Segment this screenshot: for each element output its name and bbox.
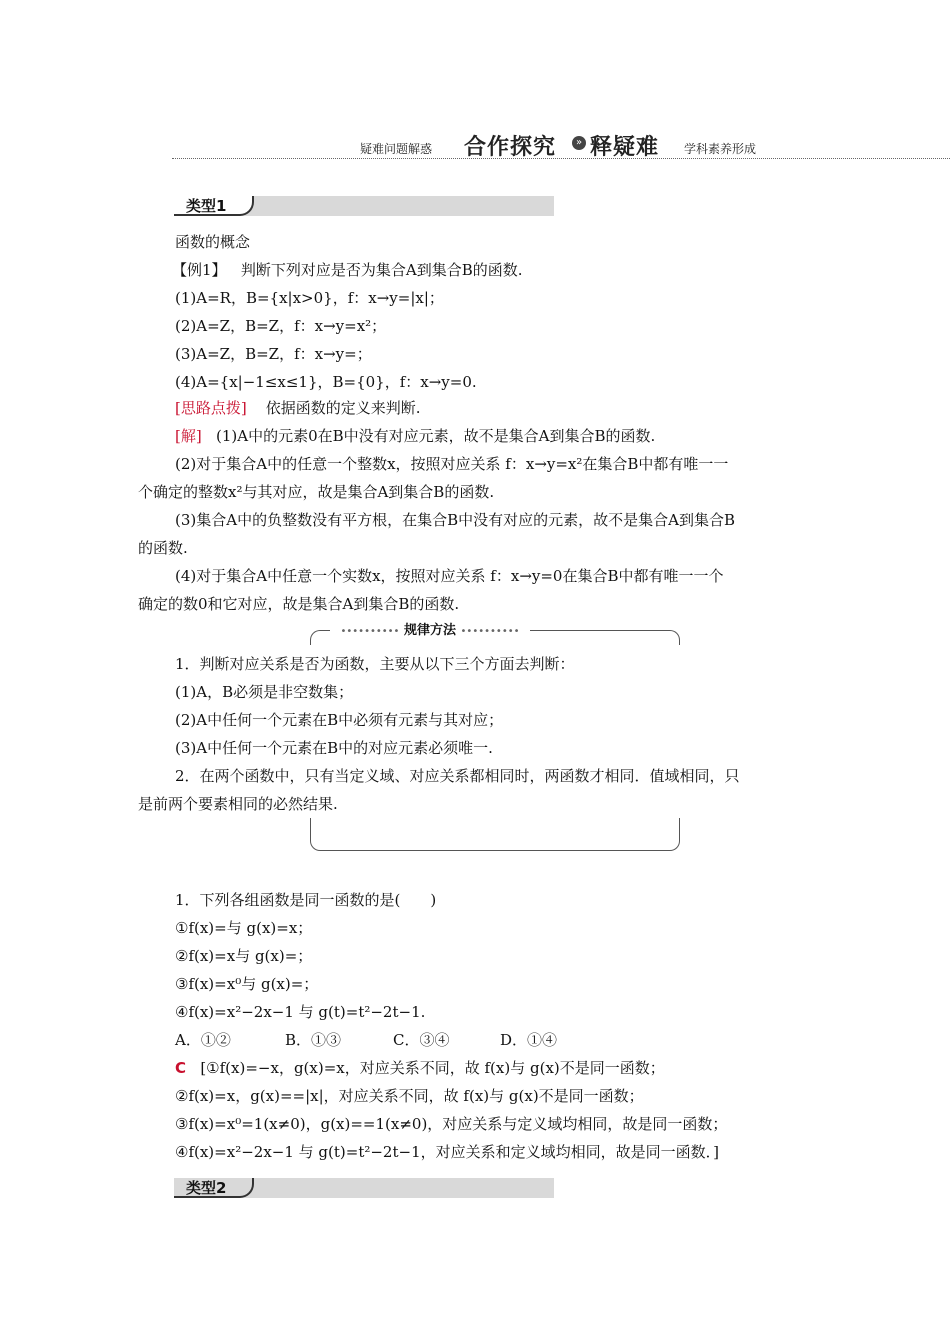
header-title-left: 合作探究 — [464, 135, 557, 160]
solution-label: [解] — [175, 427, 202, 445]
header-title-right: 释疑难 — [590, 135, 660, 160]
header-divider — [172, 158, 950, 159]
method-line-6: 是前两个要素相同的必然结果. — [138, 795, 338, 813]
exercise-option-3: ③f(x)=x⁰与 g(x)=； — [175, 975, 319, 993]
hint-text: 依据函数的定义来判断. — [265, 399, 421, 417]
example-1 — [172, 260, 523, 280]
example-text: 判断下列对应是否为集合A到集合B的函数. — [240, 261, 523, 279]
header-right-caption: 学科素养形成 — [684, 142, 757, 156]
solution-line-7: 确定的数0和它对应，故是集合A到集合B的函数. — [138, 595, 460, 613]
method-box-bottom — [310, 818, 680, 851]
choice-d: D．①④ — [500, 1031, 558, 1049]
explanation-3: ③f(x)=x⁰=1(x≠0)，g(x)==1(x≠0)，对应关系与定义域均相同，故是同一函数； — [175, 1115, 728, 1133]
solution-line-3: 个确定的整数x²与其对应，故是集合A到集合B的函数. — [138, 483, 495, 501]
type-bar-1 — [174, 196, 554, 216]
answer-line-1 — [175, 1058, 665, 1078]
explanation-4: ④f(x)=x²−2x−1 与 g(t)=t²−2t−1，对应关系和定义域均相同，故是同一函数．] — [175, 1143, 719, 1161]
method-line-5: 2．在两个函数中，只有当定义域、对应关系都相同时，两函数才相同．值域相同，只 — [175, 767, 740, 785]
dots-decoration-left: •••••••••• — [340, 626, 400, 637]
exercise-option-1: ①f(x)=与 g(x)=x； — [175, 919, 313, 937]
type-label-1: 类型1 — [174, 196, 254, 216]
chevron-right-icon: » — [572, 136, 586, 150]
method-line-3: (2)A中任何一个元素在B中必须有元素与其对应； — [175, 711, 504, 729]
exercise-option-4: ④f(x)=x²−2x−1 与 g(t)=t²−2t−1. — [175, 1003, 426, 1021]
example-label: 【例1】 — [172, 261, 227, 279]
solution-line-4: (3)集合A中的负整数没有平方根，在集合B中没有对应的元素，故不是集合A到集合B — [175, 511, 735, 529]
hint-line — [175, 398, 421, 418]
method-line-2: (1)A，B必须是非空数集； — [175, 683, 354, 701]
section-header — [360, 130, 800, 160]
exercise-option-2: ②f(x)=x与 g(x)=； — [175, 947, 313, 965]
explanation-1: [①f(x)=−x，g(x)=x，对应关系不同，故 f(x)与 g(x)不是同一函数； — [200, 1059, 665, 1077]
dots-decoration-right: •••••••••• — [460, 626, 520, 637]
topic-title: 函数的概念 — [175, 233, 251, 251]
type-label-2: 类型2 — [174, 1178, 254, 1198]
answer-letter: C — [175, 1059, 187, 1077]
header-left-caption: 疑难问题解惑 — [360, 142, 433, 156]
solution-text-1: (1)A中的元素0在B中没有对应元素，故不是集合A到集合B的函数. — [216, 427, 656, 445]
method-line-1: 1．判断对应关系是否为函数，主要从以下三个方面去判断： — [175, 655, 575, 673]
solution-line-1 — [175, 426, 655, 446]
solution-line-2: (2)对于集合A中的任意一个整数x，按照对应关系 f：x→y=x²在集合B中都有唯一一 — [175, 455, 729, 473]
solution-line-5: 的函数. — [138, 539, 188, 557]
choice-a: A．①② — [175, 1031, 231, 1049]
method-title: 规律方法 — [403, 623, 456, 638]
method-box-title — [330, 622, 530, 640]
type-bar-2 — [174, 1178, 554, 1198]
choice-c: C．③④ — [393, 1031, 450, 1049]
solution-line-6: (4)对于集合A中任意一个实数x，按照对应关系 f：x→y=0在集合B中都有唯一一个 — [175, 567, 724, 585]
example-item-2: (2)A=Z，B=Z，f：x→y=x²； — [175, 317, 387, 335]
explanation-2: ②f(x)=x，g(x)==|x|，对应关系不同，故 f(x)与 g(x)不是同一函数； — [175, 1087, 644, 1105]
choice-b: B．①③ — [285, 1031, 342, 1049]
exercise-question: 1．下列各组函数是同一函数的是( ) — [175, 891, 437, 909]
hint-label: [思路点拨] — [175, 399, 247, 417]
method-line-4: (3)A中任何一个元素在B中的对应元素必须唯一. — [175, 739, 493, 757]
example-item-4: (4)A={x|−1≤x≤1}，B={0}，f：x→y=0. — [175, 373, 477, 391]
example-item-3: (3)A=Z，B=Z，f：x→y=； — [175, 345, 372, 363]
example-item-1: (1)A=R，B={x|x>0}，f：x→y=|x|； — [175, 289, 444, 307]
